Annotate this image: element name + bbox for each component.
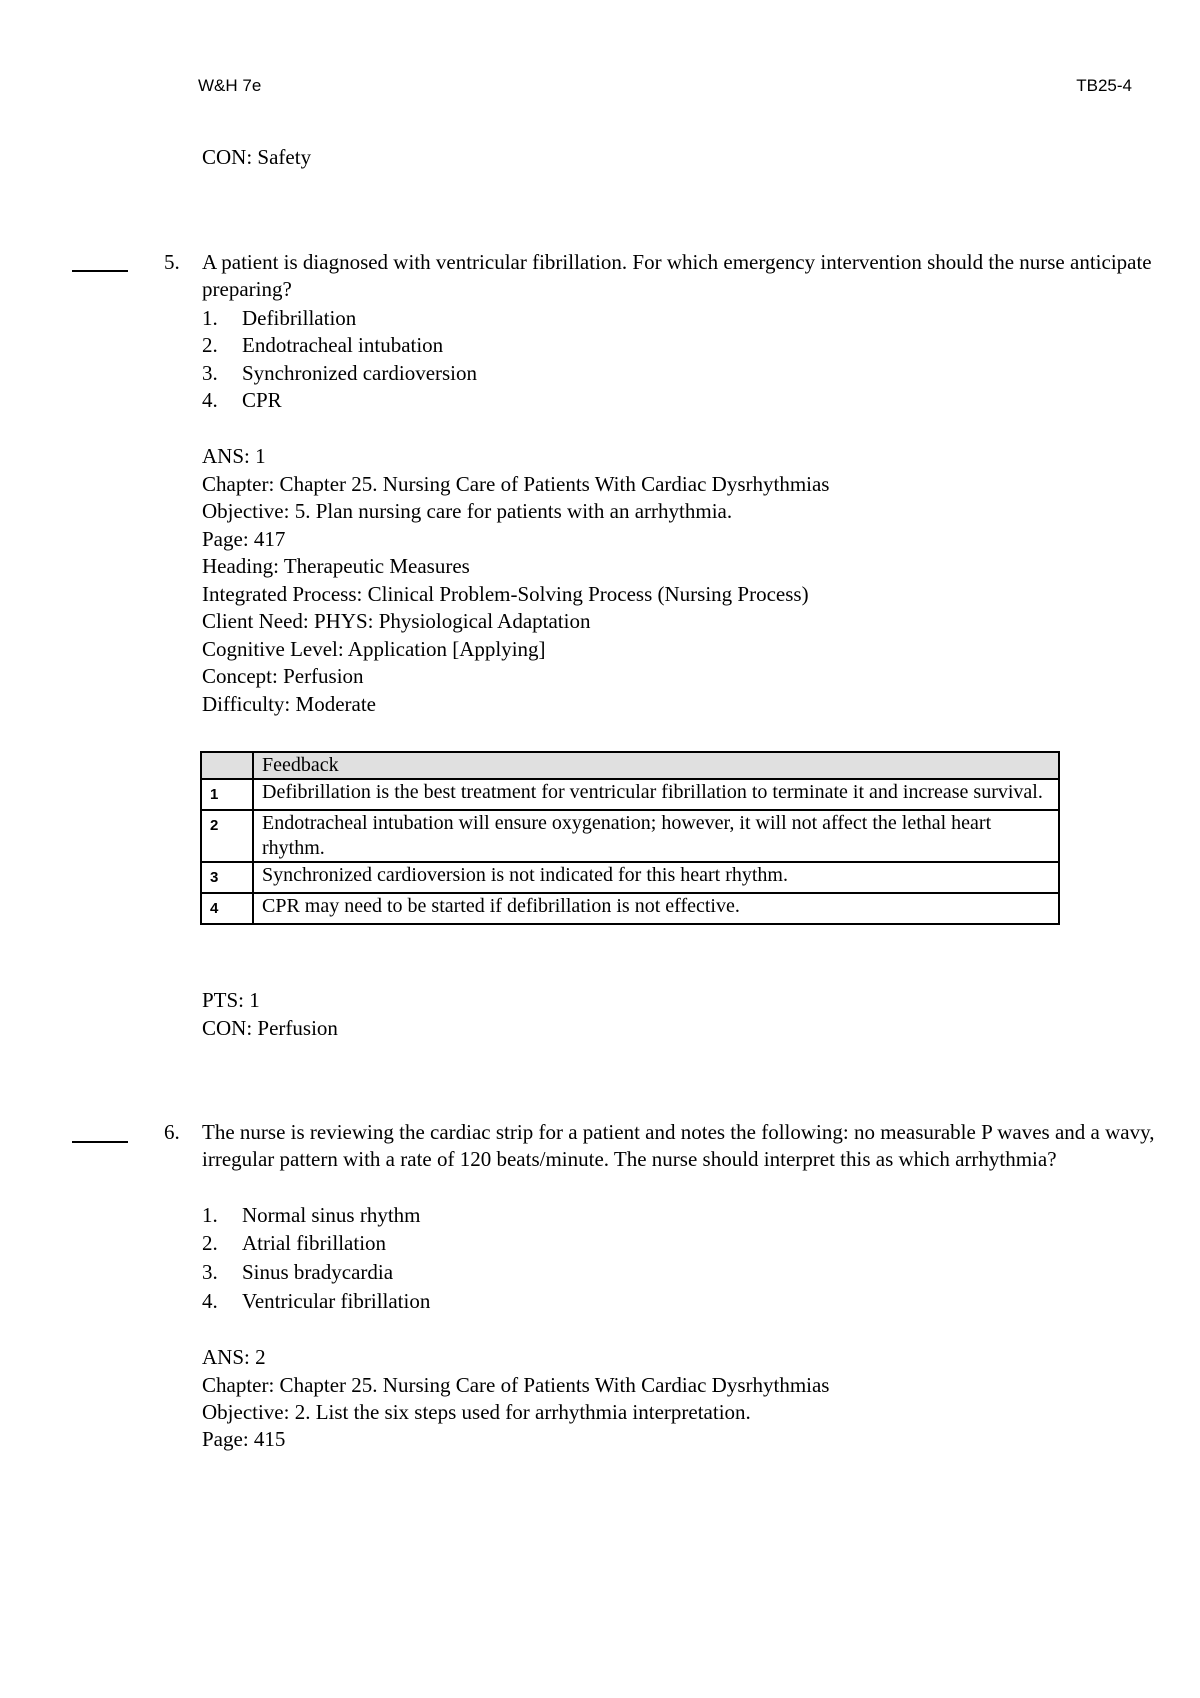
chapter-q5: Chapter: Chapter 25. Nursing Care of Patients With Cardiac Dysrhythmias	[202, 472, 830, 496]
client-need-q5: Client Need: PHYS: Physiological Adaptation	[202, 609, 591, 633]
option-q6-1	[202, 1202, 421, 1230]
question-text-q6: The nurse is reviewing the cardiac strip for a patient and notes the following: no measurable P waves and a wavy, irregular pattern with a rate of 120 beats/minute. The nurse should interpret this as which arrhythmia?	[202, 1120, 1155, 1171]
header-left: W&H 7e	[198, 76, 262, 95]
header-right: TB25-4	[1076, 76, 1132, 95]
feedback-row-number: 1	[201, 779, 253, 810]
previous-concept: CON: Safety	[202, 145, 312, 169]
answer-key-q5: ANS: 1	[202, 444, 266, 468]
option-q5-2	[202, 332, 443, 360]
option-text: Sinus bradycardia	[242, 1260, 394, 1284]
feedback-row-number: 4	[201, 893, 253, 924]
feedback-row-text: Defibrillation is the best treatment for ventricular fibrillation to terminate it and increase survival.	[253, 779, 1059, 810]
page-ref-q6: Page: 415	[202, 1427, 286, 1451]
feedback-row	[201, 862, 1059, 893]
concept-tag-q5: CON: Perfusion	[202, 1016, 338, 1040]
option-number: 4.	[202, 388, 218, 412]
feedback-row-number: 2	[201, 810, 253, 862]
feedback-row	[201, 810, 1059, 862]
option-q5-4	[202, 387, 282, 415]
question-number-q5: 5.	[164, 250, 180, 274]
answer-blank-q6[interactable]	[72, 1141, 128, 1143]
option-text: Endotracheal intubation	[242, 333, 444, 357]
option-number: 1.	[202, 1203, 218, 1227]
page-ref-q5: Page: 417	[202, 527, 286, 551]
option-number: 1.	[202, 306, 218, 330]
option-number: 2.	[202, 1231, 218, 1255]
heading-q5: Heading: Therapeutic Measures	[202, 554, 470, 578]
objective-q5: Objective: 5. Plan nursing care for patients with an arrhythmia.	[202, 499, 733, 523]
answer-key-q6: ANS: 2	[202, 1345, 266, 1369]
question-number-q6: 6.	[164, 1120, 180, 1144]
option-q6-3	[202, 1259, 393, 1287]
option-text: Ventricular fibrillation	[242, 1289, 431, 1313]
option-q5-1	[202, 305, 356, 333]
objective-q6: Objective: 2. List the six steps used for arrhythmia interpretation.	[202, 1400, 751, 1424]
chapter-q6: Chapter: Chapter 25. Nursing Care of Patients With Cardiac Dysrhythmias	[202, 1373, 830, 1397]
question-text-q5: A patient is diagnosed with ventricular fibrillation. For which emergency intervention should the nurse anticipate preparing?	[202, 250, 1152, 301]
option-text: Synchronized cardioversion	[242, 361, 478, 385]
option-number: 3.	[202, 361, 218, 385]
feedback-row-number: 3	[201, 862, 253, 893]
feedback-row-text: Endotracheal intubation will ensure oxygenation; however, it will not affect the lethal heart rhythm.	[253, 810, 1059, 862]
option-q6-4	[202, 1288, 430, 1316]
difficulty-q5: Difficulty: Moderate	[202, 692, 376, 716]
feedback-header-cell: Feedback	[253, 752, 1059, 779]
option-q5-3	[202, 360, 477, 388]
option-number: 4.	[202, 1289, 218, 1313]
answer-blank-q5[interactable]	[72, 270, 128, 272]
feedback-table-q5	[200, 751, 1060, 925]
feedback-row-text: CPR may need to be started if defibrillation is not effective.	[253, 893, 1059, 924]
feedback-row-text: Synchronized cardioversion is not indicated for this heart rhythm.	[253, 862, 1059, 893]
points-q5: PTS: 1	[202, 988, 260, 1012]
feedback-row	[201, 779, 1059, 810]
option-text: Atrial fibrillation	[242, 1231, 387, 1255]
feedback-header-row	[201, 752, 1059, 779]
feedback-row	[201, 893, 1059, 924]
integrated-process-q5: Integrated Process: Clinical Problem-Solving Process (Nursing Process)	[202, 582, 809, 606]
option-text: Normal sinus rhythm	[242, 1203, 421, 1227]
option-text: CPR	[242, 388, 282, 412]
concept-q5: Concept: Perfusion	[202, 664, 364, 688]
option-text: Defibrillation	[242, 306, 357, 330]
option-q6-2	[202, 1230, 386, 1258]
feedback-header-empty-cell	[201, 752, 253, 779]
cognitive-level-q5: Cognitive Level: Application [Applying]	[202, 637, 546, 661]
option-number: 2.	[202, 333, 218, 357]
option-number: 3.	[202, 1260, 218, 1284]
